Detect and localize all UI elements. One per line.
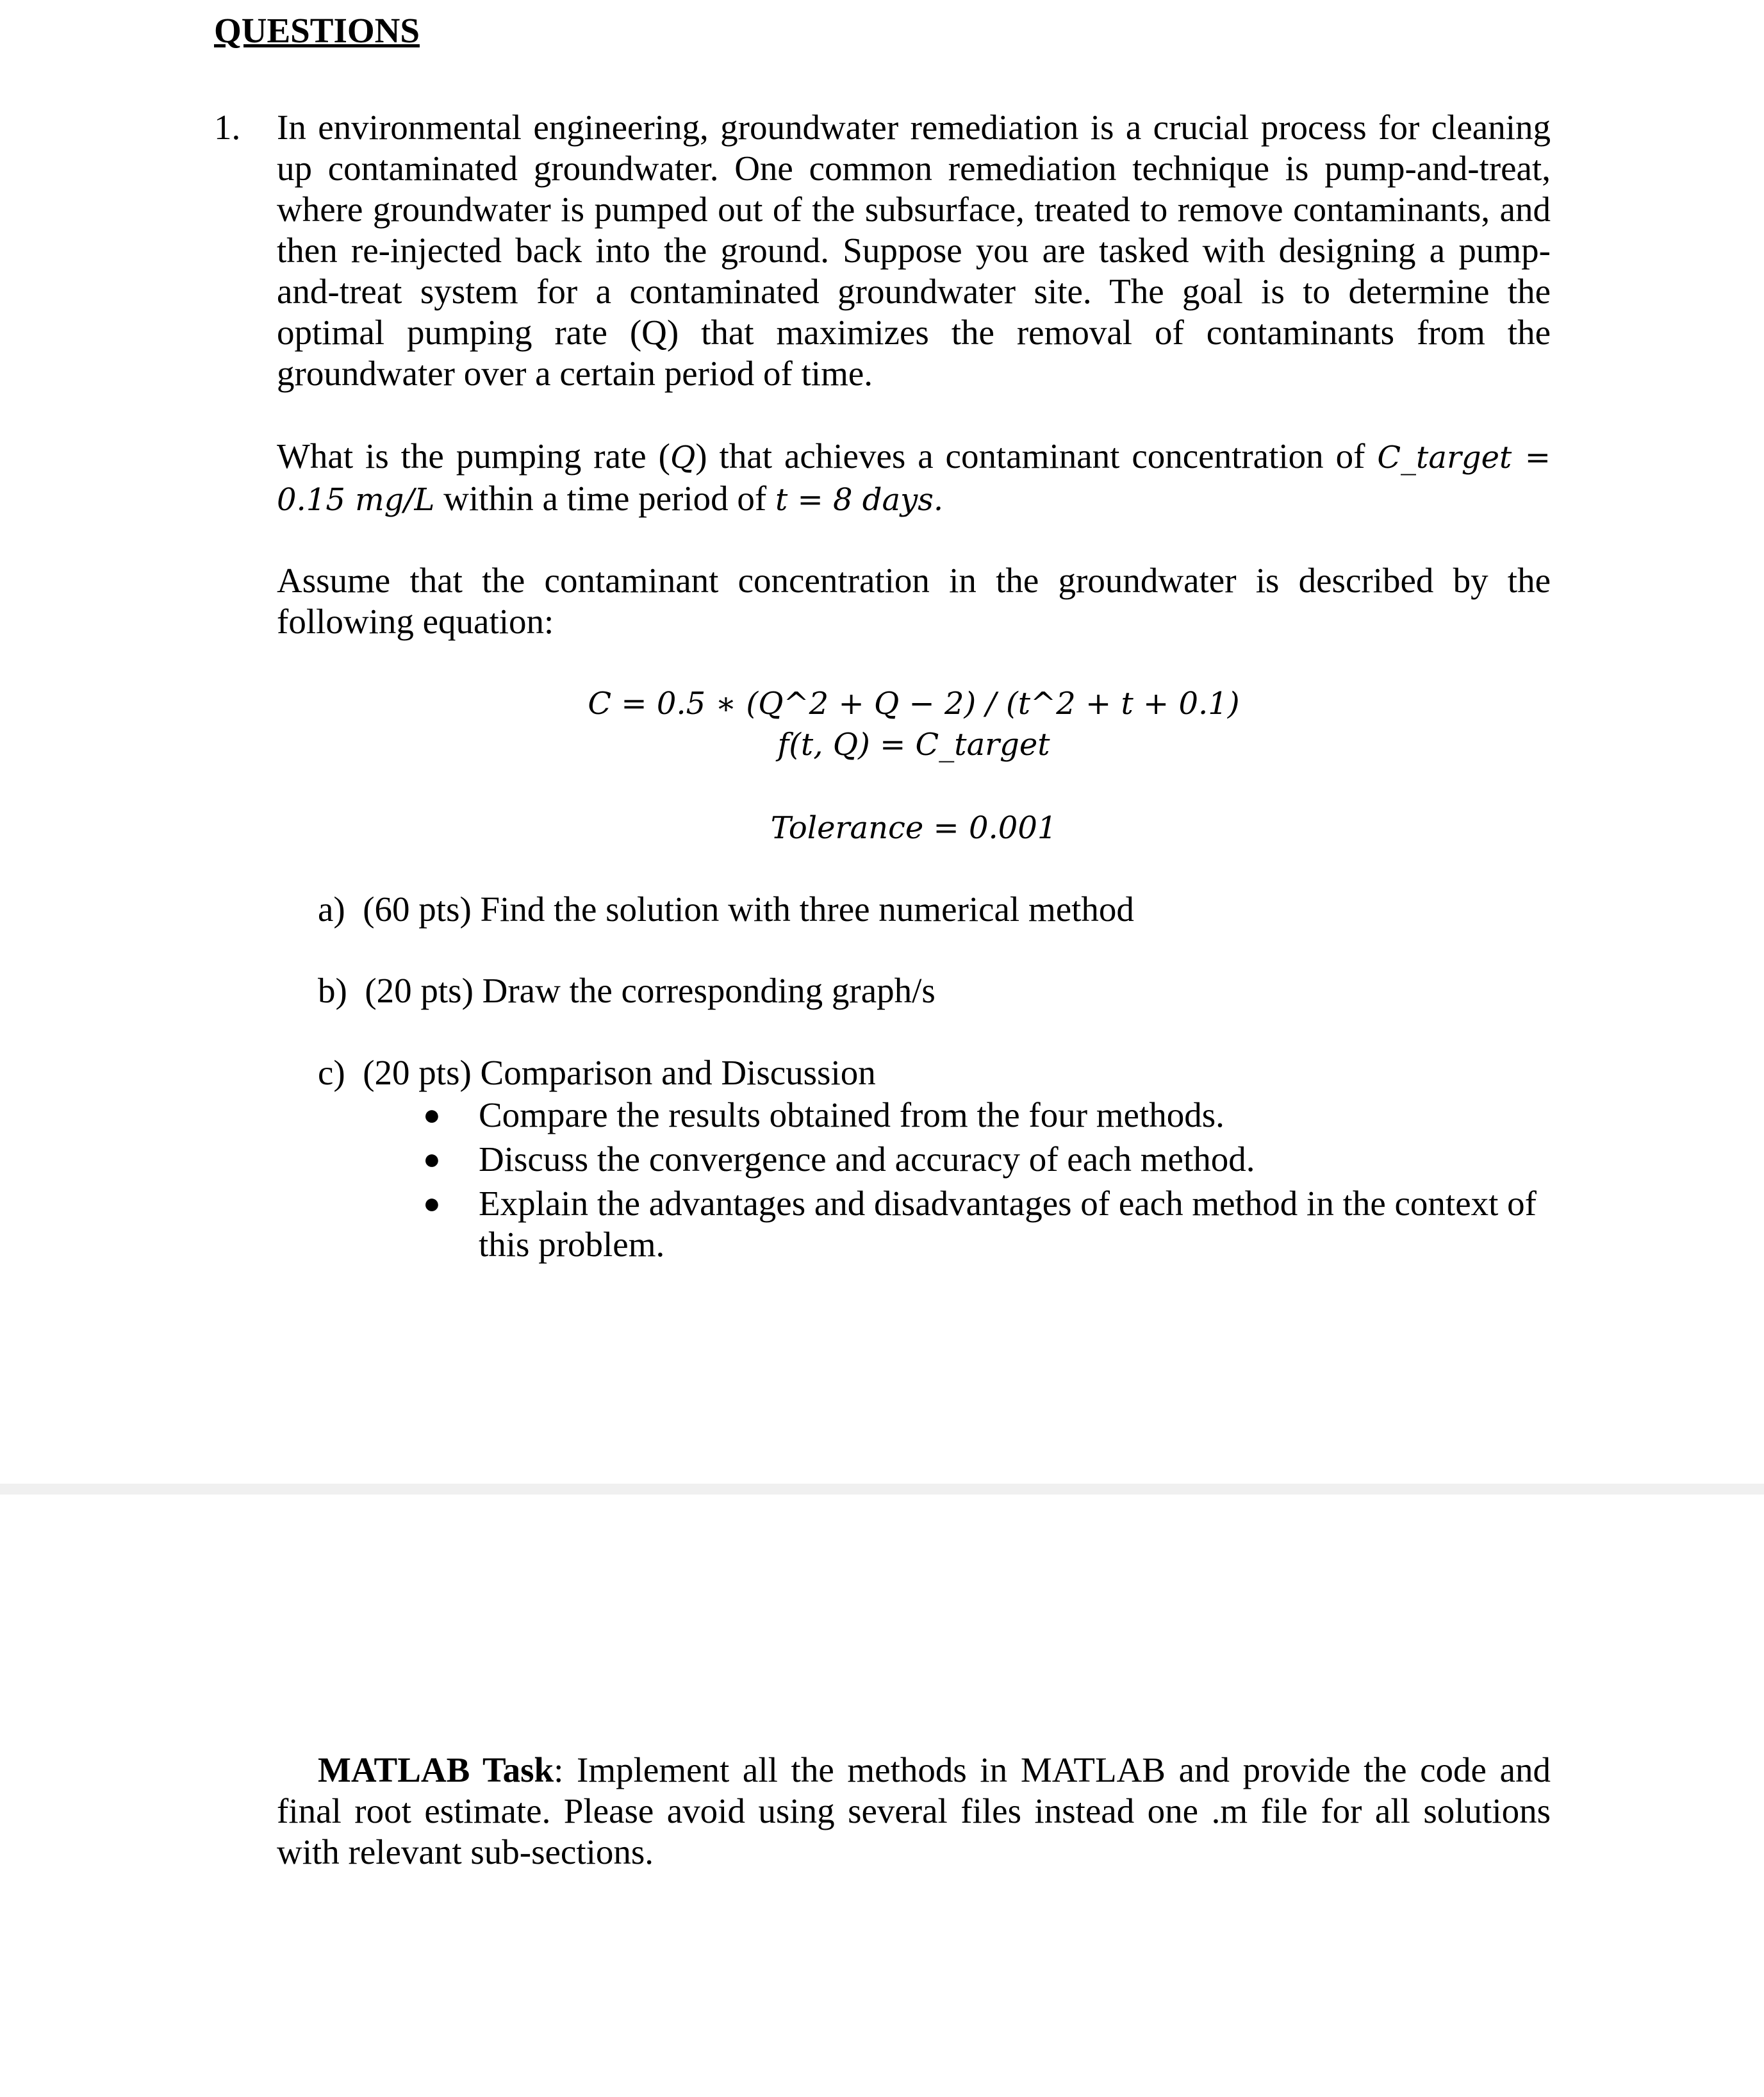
ask-ctarget: C_target = 0.15 mg/L [277,440,1551,518]
bullet-discuss: Discuss the convergence and accuracy of each method. [479,1140,1255,1179]
page-heading: QUESTIONS [214,11,420,50]
tolerance: Tolerance = 0.001 [770,810,1057,846]
bullet-icon: ● [423,1143,441,1175]
part-b-text: (20 pts) Draw the corresponding graph/s [365,971,936,1010]
ask-text-1: What is the pumping rate ( [277,436,670,476]
ask-text-3: within a time period of [434,479,775,518]
part-c-text: (20 pts) Comparison and Discussion [363,1053,876,1092]
part-a-text: (60 pts) Find the solution with three numerical method [363,890,1134,929]
part-a [318,889,1134,930]
bullet-compare: Compare the results obtained from the four methods. [479,1095,1224,1134]
page-separator [0,1484,1764,1495]
equation-target: f(t, Q) = C_target [777,727,1050,763]
ask-text-2: ) that achieves a contaminant concentration of [695,436,1378,476]
question-intro: In environmental engineering, groundwater remediation is a crucial process for cleaning up contaminated groundwater. One common remediation technique is pump-and-treat, where groundwater is pumped out of the subsurface, treated to remove contaminants, and then re-injected back into the ground. Suppose you are tasked with designing a pump-and-treat system for a contaminated groundwater site. The goal is to determine the optimal pumping rate (Q) that maximizes the removal of contaminants from the groundwater over a certain period of time. [277,108,1551,393]
part-b [318,970,936,1011]
part-c-label: c) [318,1053,345,1092]
assumption-text: Assume that the contaminant concentration in the groundwater is described by the following equation: [277,561,1551,641]
matlab-task-text: : Implement all the methods in MATLAB and provide the code and final root estimate. Please avoid using several files instead one .m file for all solutions with relevant sub-sections. [277,1750,1551,1871]
bullet-icon: ● [423,1187,441,1220]
matlab-task-label: MATLAB Task [318,1750,554,1789]
ask-q: Q [670,440,696,476]
question-number: 1. [214,108,241,147]
part-b-label: b) [318,971,347,1010]
part-a-label: a) [318,890,345,929]
matlab-task [277,1750,1551,1873]
question-ask [277,436,1551,520]
bullet-icon: ● [423,1098,441,1131]
part-c [318,1052,876,1093]
equation-concentration: C = 0.5 ∗ (Q^2 + Q − 2) / (t^2 + t + 0.1) [588,686,1240,722]
ask-t: t = 8 days. [775,482,944,518]
bullet-explain: Explain the advantages and disadvantages of each method in the context of this problem. [479,1184,1537,1264]
